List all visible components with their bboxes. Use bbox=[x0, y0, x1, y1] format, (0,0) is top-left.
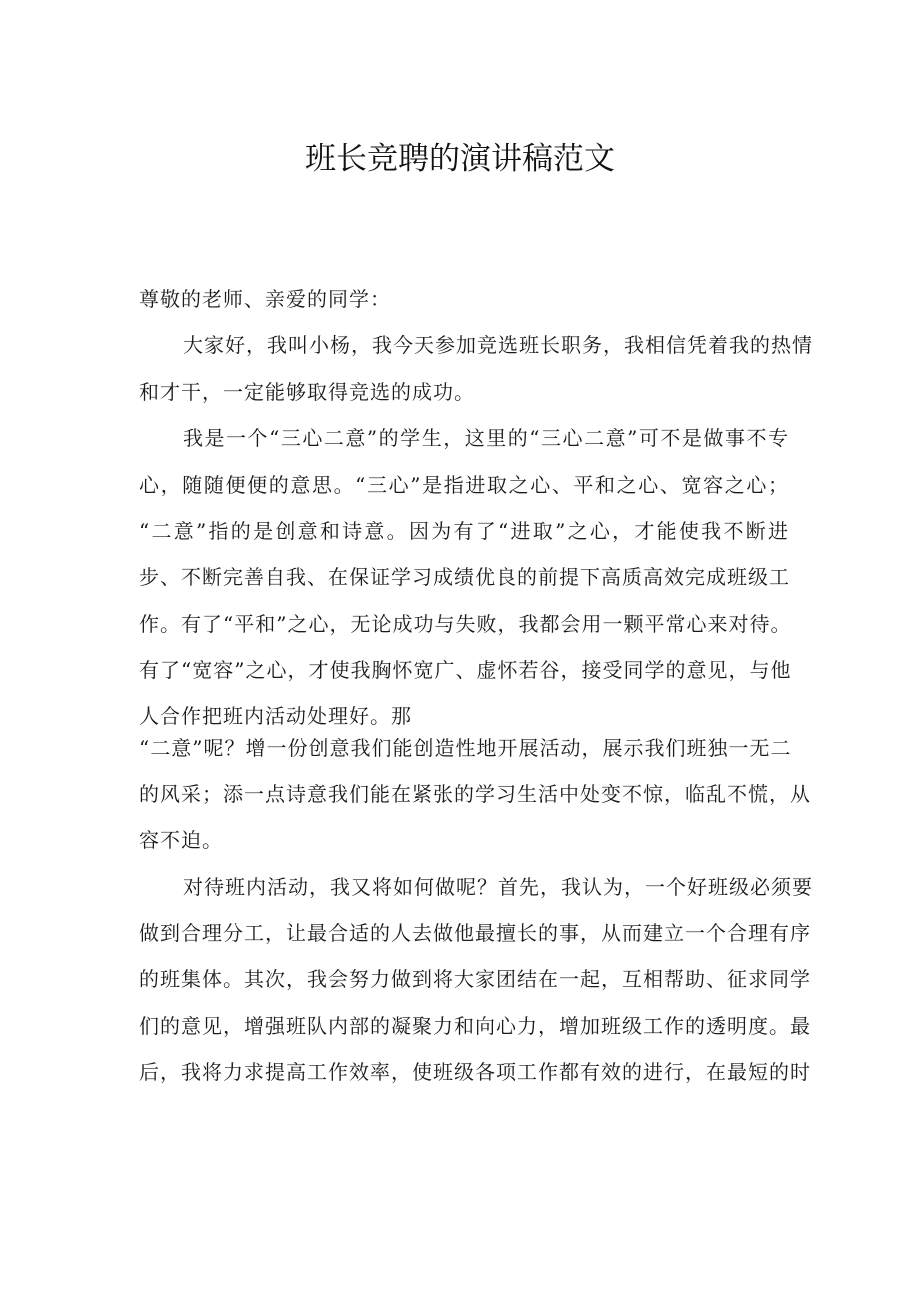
paragraph-2-line-2: 心，随随便便的意思。“三心”是指进取之心、平和之心、宽容之心； bbox=[139, 472, 789, 497]
paragraph-2-line-6: 有了“宽容”之心，才使我胸怀宽广、虚怀若谷，接受同学的意见，与他 bbox=[139, 658, 792, 682]
paragraph-3-line-2: 做到合理分工，让最合适的人去做他最擅长的事，从而建立一个合理有序 bbox=[139, 921, 811, 946]
paragraph-2-line-8: “二意”呢？增一份创意我们能创造性地开展活动，展示我们班独一无二 bbox=[139, 735, 792, 760]
paragraph-2-line-7: 人合作把班内活动处理好。那 bbox=[139, 704, 412, 729]
document-title: 班长竞聘的演讲稿范文 bbox=[305, 141, 615, 177]
paragraph-2-line-3: “二意”指的是创意和诗意。因为有了“进取”之心，才能使我不断进 bbox=[139, 518, 789, 543]
paragraph-3-line-5: 后，我将力求提高工作效率，使班级各项工作都有效的进行，在最短的时 bbox=[139, 1060, 811, 1085]
paragraph-1-line-2: 和才干，一定能够取得竞选的成功。 bbox=[139, 379, 475, 404]
paragraph-2-line-1: 我是一个“三心二意”的学生，这里的“三心二意”可不是做事不专 bbox=[183, 426, 789, 451]
paragraph-3-line-1: 对待班内活动，我又将如何做呢？首先，我认为，一个好班级必须要 bbox=[183, 874, 813, 899]
paragraph-2-line-5: 作。有了“平和”之心，无论成功与失败，我都会用一颗平常心来对待。 bbox=[139, 611, 792, 636]
paragraph-3-line-4: 们的意见，增强班队内部的凝聚力和向心力，增加班级工作的透明度。最 bbox=[139, 1013, 811, 1038]
document-body bbox=[139, 284, 813, 1088]
paragraph-2-line-4: 步、不断完善自我、在保证学习成绩优良的前提下高质高效完成班级工 bbox=[139, 565, 790, 590]
paragraph-3-line-3: 的班集体。其次，我会努力做到将大家团结在一起，互相帮助、征求同学 bbox=[139, 967, 811, 992]
paragraph-2-line-9: 的风采；添一点诗意我们能在紧张的学习生活中处变不惊，临乱不慌，从 bbox=[139, 781, 811, 806]
greeting-line: 尊敬的老师、亲爱的同学： bbox=[139, 287, 391, 311]
paragraph-1-line-1: 大家好，我叫小杨，我今天参加竞选班长职务，我相信凭着我的热情 bbox=[183, 333, 813, 358]
paragraph-2-line-10: 容不迫。 bbox=[139, 828, 223, 853]
